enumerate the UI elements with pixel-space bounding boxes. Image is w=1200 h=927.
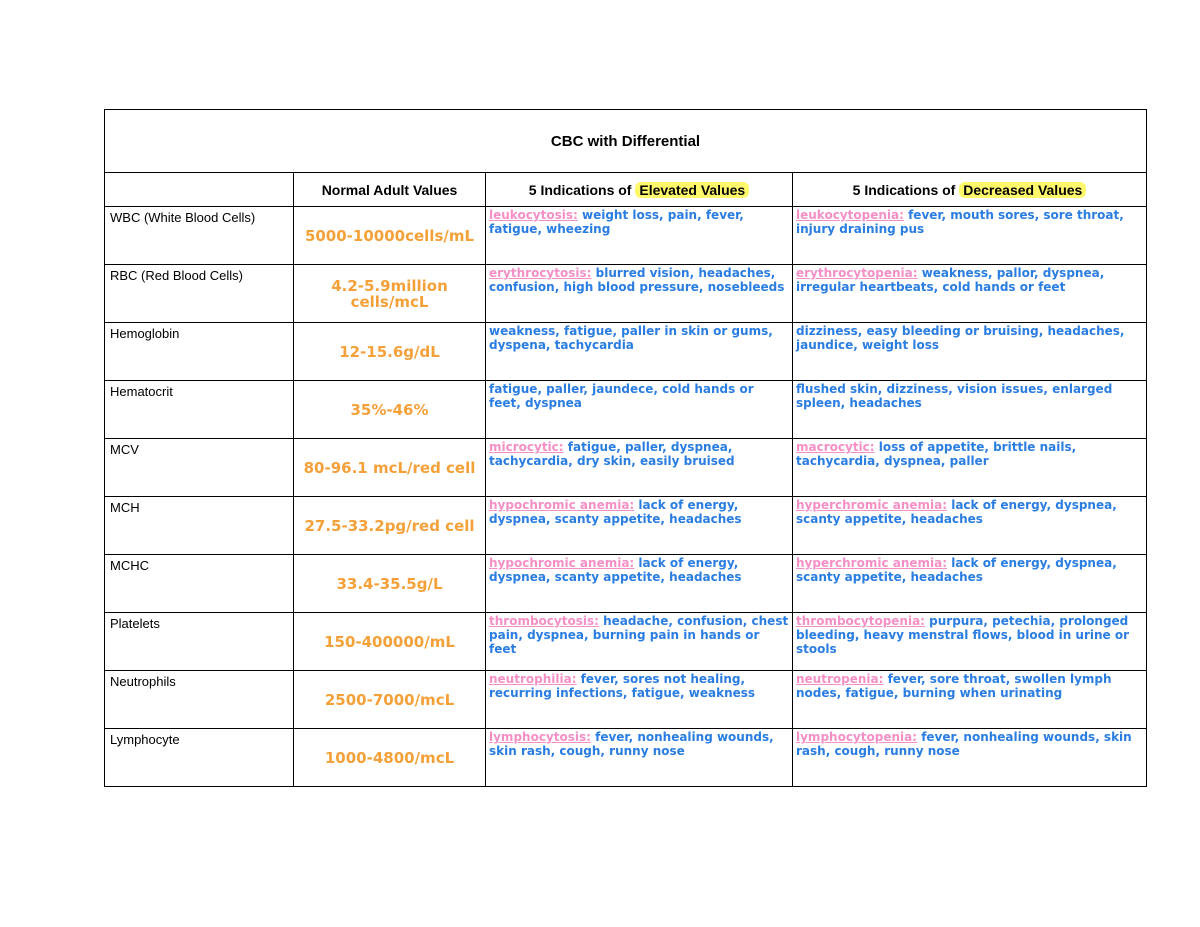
table-row — [105, 265, 1147, 323]
symptom-text: blurred vision, headaches, confusion, high blood pressure, nosebleeds — [489, 266, 785, 294]
elevated-indications — [486, 613, 793, 671]
condition-term: hyperchromic anemia: — [796, 556, 948, 570]
header-normal-values: Normal Adult Values — [294, 173, 486, 207]
condition-term: leukocytopenia: — [796, 208, 904, 222]
normal-value: 2500-7000/mcL — [294, 671, 486, 729]
condition-term: lymphocytosis: — [489, 730, 591, 744]
symptom-text: weakness, pallor, dyspnea, irregular heartbeats, cold hands or feet — [796, 266, 1105, 294]
decreased-indications — [793, 497, 1147, 555]
header-elevated-values — [486, 173, 793, 207]
symptom-text: weight loss, pain, fever, fatigue, wheezing — [489, 208, 744, 236]
condition-term: neutrophilia: — [489, 672, 577, 686]
table-row — [105, 729, 1147, 787]
elevated-indications — [486, 323, 793, 381]
decreased-indications — [793, 207, 1147, 265]
condition-term: thrombocytosis: — [489, 614, 599, 628]
header-decreased-highlight: Decreased Values — [959, 182, 1086, 198]
symptom-text: lack of energy, dyspnea, scanty appetite, headaches — [796, 498, 1117, 526]
symptom-text: headache, confusion, chest pain, dyspnea, burning pain in hands or feet — [489, 614, 789, 656]
elevated-indications — [486, 497, 793, 555]
decreased-indications — [793, 729, 1147, 787]
header-elevated-prefix: 5 Indications of — [528, 181, 636, 198]
decreased-indications — [793, 439, 1147, 497]
elevated-indications — [486, 439, 793, 497]
normal-value: 27.5-33.2pg/red cell — [294, 497, 486, 555]
symptom-text: fatigue, paller, jaundece, cold hands or feet, dyspnea — [489, 382, 754, 410]
elevated-indications — [486, 207, 793, 265]
symptom-text: lack of energy, dyspnea, scanty appetite, headaches — [796, 556, 1117, 584]
table-row — [105, 207, 1147, 265]
cbc-table — [104, 109, 1147, 787]
symptom-text: fever, nonhealing wounds, skin rash, cough, runny nose — [796, 730, 1132, 758]
condition-term: leukocytosis: — [489, 208, 578, 222]
symptom-text: loss of appetite, brittle nails, tachycardia, dyspnea, paller — [796, 440, 1077, 468]
decreased-indications — [793, 613, 1147, 671]
condition-term: lymphocytopenia: — [796, 730, 918, 744]
table-row — [105, 323, 1147, 381]
symptom-text: fever, mouth sores, sore throat, injury draining pus — [796, 208, 1124, 236]
parameter-name: MCHC — [105, 555, 294, 613]
symptom-text: fever, nonhealing wounds, skin rash, cough, runny nose — [489, 730, 774, 758]
elevated-indications — [486, 555, 793, 613]
table-row — [105, 555, 1147, 613]
normal-value: 4.2-5.9million cells/mcL — [294, 265, 486, 323]
decreased-indications — [793, 381, 1147, 439]
symptom-text: lack of energy, dyspnea, scanty appetite, headaches — [489, 498, 742, 526]
normal-value: 1000-4800/mcL — [294, 729, 486, 787]
condition-term: erythrocytosis: — [489, 266, 592, 280]
parameter-name: Platelets — [105, 613, 294, 671]
symptom-text: fatigue, paller, dyspnea, tachycardia, dry skin, easily bruised — [489, 440, 735, 468]
table-row — [105, 381, 1147, 439]
elevated-indications — [486, 671, 793, 729]
normal-value: 35%-46% — [294, 381, 486, 439]
parameter-name: RBC (Red Blood Cells) — [105, 265, 294, 323]
header-parameter — [105, 173, 294, 207]
decreased-indications — [793, 671, 1147, 729]
symptom-text: dizziness, easy bleeding or bruising, headaches, jaundice, weight loss — [796, 324, 1125, 352]
header-row — [105, 173, 1147, 207]
condition-term: hyperchromic anemia: — [796, 498, 948, 512]
condition-term: hypochromic anemia: — [489, 556, 635, 570]
condition-term: thrombocytopenia: — [796, 614, 925, 628]
header-elevated-highlight: Elevated Values — [635, 182, 749, 198]
table-title: CBC with Differential — [105, 110, 1147, 173]
symptom-text: weakness, fatigue, paller in skin or gums, dyspena, tachycardia — [489, 324, 773, 352]
normal-value: 33.4-35.5g/L — [294, 555, 486, 613]
parameter-name: MCH — [105, 497, 294, 555]
decreased-indications — [793, 323, 1147, 381]
parameter-name: Hemoglobin — [105, 323, 294, 381]
parameter-name: Neutrophils — [105, 671, 294, 729]
symptom-text: fever, sores not healing, recurring infections, fatigue, weakness — [489, 672, 756, 700]
symptom-text: flushed skin, dizziness, vision issues, enlarged spleen, headaches — [796, 382, 1113, 410]
header-decreased-values — [793, 173, 1147, 207]
normal-value: 5000-10000cells/mL — [294, 207, 486, 265]
elevated-indications — [486, 729, 793, 787]
normal-value: 12-15.6g/dL — [294, 323, 486, 381]
parameter-name: Hematocrit — [105, 381, 294, 439]
table-row — [105, 613, 1147, 671]
header-decreased-prefix: 5 Indications of — [852, 181, 960, 198]
elevated-indications — [486, 381, 793, 439]
condition-term: hypochromic anemia: — [489, 498, 635, 512]
symptom-text: lack of energy, dyspnea, scanty appetite, headaches — [489, 556, 742, 584]
condition-term: neutropenia: — [796, 672, 884, 686]
parameter-name: WBC (White Blood Cells) — [105, 207, 294, 265]
condition-term: microcytic: — [489, 440, 564, 454]
table-row — [105, 439, 1147, 497]
parameter-name: MCV — [105, 439, 294, 497]
symptom-text: purpura, petechia, prolonged bleeding, heavy menstral flows, blood in urine or stools — [796, 614, 1130, 656]
decreased-indications — [793, 265, 1147, 323]
symptom-text: fever, sore throat, swollen lymph nodes, fatigue, burning when urinating — [796, 672, 1112, 700]
parameter-name: Lymphocyte — [105, 729, 294, 787]
elevated-indications — [486, 265, 793, 323]
table-row — [105, 671, 1147, 729]
table-row — [105, 497, 1147, 555]
condition-term: erythrocytopenia: — [796, 266, 918, 280]
condition-term: macrocytic: — [796, 440, 875, 454]
decreased-indications — [793, 555, 1147, 613]
normal-value: 150-400000/mL — [294, 613, 486, 671]
normal-value: 80-96.1 mcL/red cell — [294, 439, 486, 497]
